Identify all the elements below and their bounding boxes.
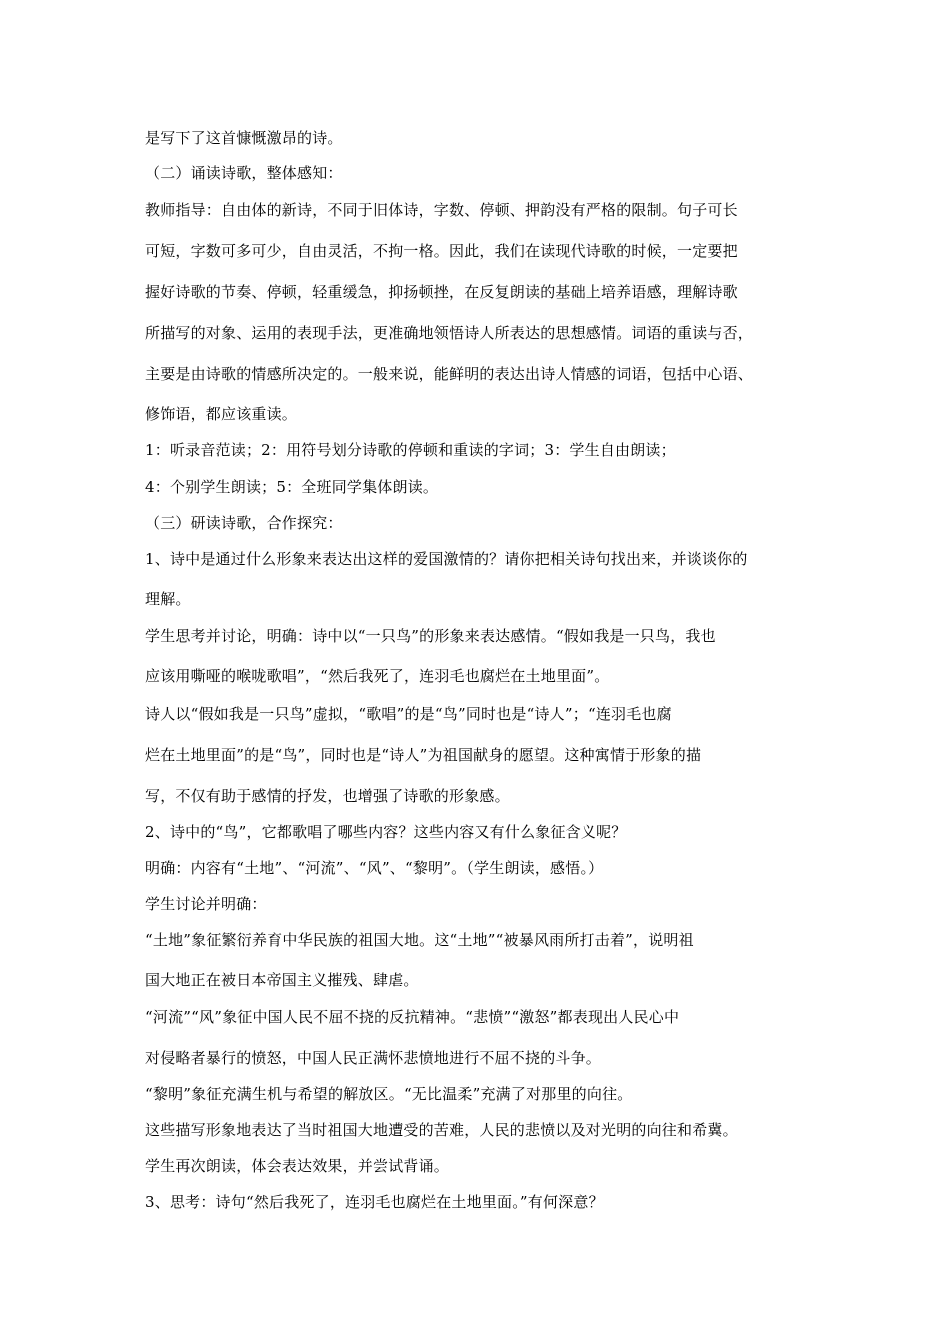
question-line: 2、诗中的“鸟”，它都歌唱了哪些内容？这些内容又有什么象征含义呢？ (145, 823, 627, 841)
text-line: 这些描写形象地表达了当时祖国大地遭受的苦难，人民的悲愤以及对光明的向往和希冀。 (145, 1121, 738, 1139)
question-line: 1、诗中是通过什么形象来表达出这样的爱国激情的？请你把相关诗句找出来，并谈谈你的 (145, 550, 748, 568)
text-line: 国大地正在被日本帝国主义摧残、肆虐。 (145, 971, 419, 989)
text-line: 所描写的对象、运用的表现手法，更准确地领悟诗人所表达的思想感情。词语的重读与否， (145, 324, 754, 342)
text-line: 明确：内容有“土地”、“河流”、“风”、“黎明”。（学生朗读，感悟。） (145, 859, 604, 877)
text-line: 烂在土地里面”的是“鸟”，同时也是“诗人”为祖国献身的愿望。这种寓情于形象的描 (145, 746, 702, 764)
text-line: 是写下了这首慷慨激昂的诗。 (145, 129, 343, 147)
text-line: 学生再次朗读，体会表达效果，并尝试背诵。 (145, 1157, 450, 1175)
text-line: 可短，字数可多可少，自由灵活，不拘一格。因此，我们在读现代诗歌的时候，一定要把 (145, 242, 738, 260)
text-line: 握好诗歌的节奏、停顿，轻重缓急，抑扬顿挫，在反复朗读的基础上培养语感，理解诗歌 (145, 283, 738, 301)
text-line: 学生思考并讨论，明确：诗中以“一只鸟”的形象来表达感情。“假如我是一只鸟，我也 (145, 627, 716, 645)
text-line: 应该用嘶哑的喉咙歌唱”，“然后我死了，连羽毛也腐烂在土地里面”。 (145, 667, 610, 685)
section-heading: （二）诵读诗歌，整体感知： (145, 164, 343, 182)
text-line: 学生讨论并明确： (145, 895, 267, 913)
text-line: “土地”象征繁衍养育中华民族的祖国大地。这“土地”“被暴风雨所打击着”，说明祖 (145, 931, 694, 949)
text-line: 写，不仅有助于感情的抒发，也增强了诗歌的形象感。 (145, 787, 510, 805)
section-heading: （三）研读诗歌，合作探究： (145, 514, 343, 532)
text-line: 理解。 (145, 590, 191, 608)
text-line: 4：个别学生朗读；5：全班同学集体朗读。 (145, 478, 439, 496)
text-line: 修饰语，都应该重读。 (145, 405, 298, 423)
text-line: 教师指导：自由体的新诗，不同于旧体诗，字数、停顿、押韵没有严格的限制。句子可长 (145, 201, 738, 219)
text-line: 对侵略者暴行的愤怒，中国人民正满怀悲愤地进行不屈不挠的斗争。 (145, 1049, 602, 1067)
text-line: 1：听录音范读；2：用符号划分诗歌的停顿和重读的字词；3：学生自由朗读； (145, 441, 676, 459)
text-line: “河流”“风”象征中国人民不屈不挠的反抗精神。“悲愤”“激怒”都表现出人民心中 (145, 1008, 680, 1026)
text-line: 主要是由诗歌的情感所决定的。一般来说，能鲜明的表达出诗人情感的词语，包括中心语、 (145, 365, 754, 383)
text-line: 诗人以“假如我是一只鸟”虚拟，“歌唱”的是“鸟”同时也是“诗人”；“连羽毛也腐 (145, 705, 672, 723)
question-line: 3、思考：诗句“然后我死了，连羽毛也腐烂在土地里面。”有何深意？ (145, 1193, 604, 1211)
text-line: “黎明”象征充满生机与希望的解放区。“无比温柔”充满了对那里的向往。 (145, 1085, 633, 1103)
